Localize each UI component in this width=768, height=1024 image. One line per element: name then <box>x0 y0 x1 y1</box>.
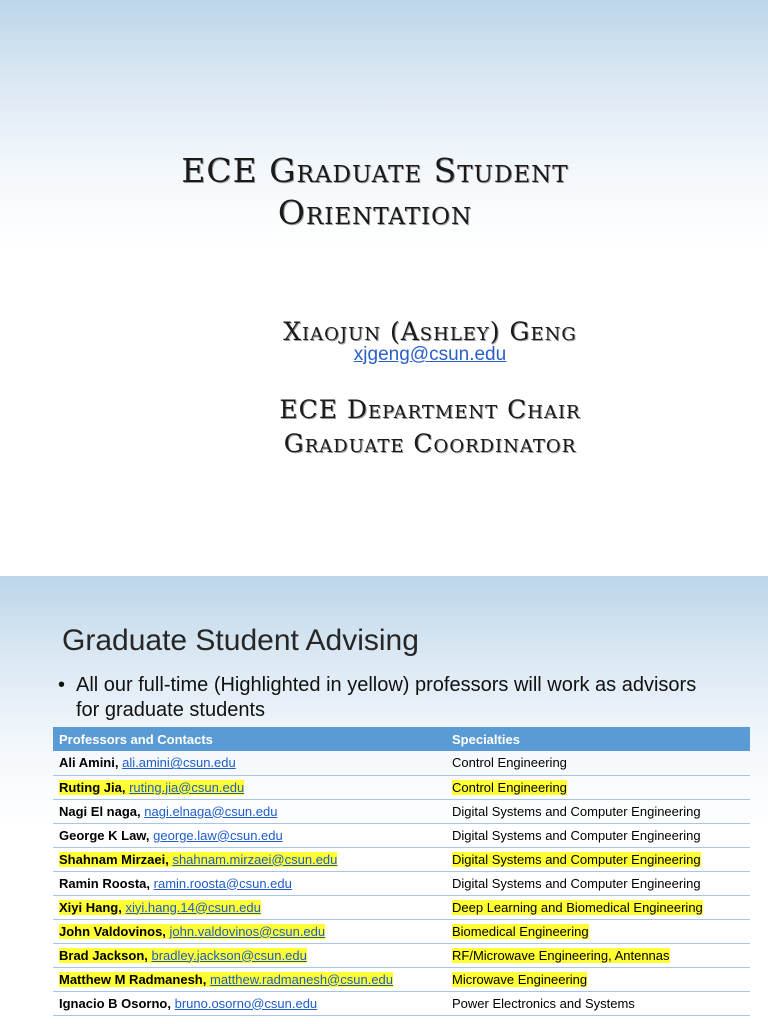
specialty-text: Digital Systems and Computer Engineering <box>452 875 701 891</box>
professor-cell <box>53 871 446 895</box>
professor-cell <box>53 847 446 871</box>
professor-cell <box>53 775 446 799</box>
specialty-cell <box>446 991 750 1015</box>
slide-title-line-1: ECE Graduate Student <box>181 151 569 190</box>
specialty-text: Microwave Engineering <box>452 971 588 987</box>
specialty-cell <box>446 967 750 991</box>
table-row <box>53 895 750 919</box>
professor-cell <box>53 919 446 943</box>
column-header-specialties: Specialties <box>446 727 750 751</box>
table-row <box>53 775 750 799</box>
table-row <box>53 919 750 943</box>
specialty-cell <box>446 799 750 823</box>
professor-name: George K Law, <box>59 827 150 843</box>
professor-cell <box>53 943 446 967</box>
table-row <box>53 751 750 775</box>
table-row <box>53 943 750 967</box>
specialty-text: Power Electronics and Systems <box>452 995 635 1011</box>
table-row <box>53 871 750 895</box>
professor-name: Xiyi Hang, <box>59 899 122 915</box>
column-header-professors: Professors and Contacts <box>53 727 446 751</box>
professor-cell <box>53 895 446 919</box>
presenter-name: Xiaojun (Ashley) Geng <box>283 317 577 346</box>
table-header-row <box>53 727 750 751</box>
slide-title-line-2: Orientation <box>277 193 473 232</box>
professor-email-link[interactable]: bruno.osorno@csun.edu <box>174 995 318 1011</box>
specialty-cell <box>446 943 750 967</box>
professor-name: John Valdovinos, <box>59 923 166 939</box>
advising-slide <box>0 576 768 1024</box>
professor-name: Brad Jackson, <box>59 947 148 963</box>
professor-cell <box>53 751 446 775</box>
professor-name: Ignacio B Osorno, <box>59 995 171 1011</box>
table-row <box>53 823 750 847</box>
specialty-cell <box>446 751 750 775</box>
professor-email-link[interactable]: ramin.roosta@csun.edu <box>153 875 292 891</box>
professor-email-link[interactable]: john.valdovinos@csun.edu <box>169 923 326 939</box>
specialty-cell <box>446 919 750 943</box>
professor-name: Ali Amini, <box>59 755 119 771</box>
slide-title <box>120 150 630 234</box>
specialty-cell <box>446 847 750 871</box>
specialty-cell <box>446 871 750 895</box>
presenter-role <box>200 393 660 461</box>
presenter-role-line-1: ECE Department Chair <box>279 395 581 424</box>
professor-name: Ruting Jia, <box>59 779 126 795</box>
professor-cell <box>53 799 446 823</box>
table-row <box>53 799 750 823</box>
specialty-cell <box>446 823 750 847</box>
professor-name: Ramin Roosta, <box>59 875 151 891</box>
table-row <box>53 847 750 871</box>
specialty-text: Control Engineering <box>452 779 567 795</box>
specialty-cell <box>446 895 750 919</box>
professor-name: Shahnam Mirzaei, <box>59 851 169 867</box>
bullet-text-line-1: All our full-time (Highlighted in yellow) professors will work as advisors <box>76 674 697 696</box>
specialty-text: Digital Systems and Computer Engineering <box>452 827 701 843</box>
professor-cell <box>53 991 446 1015</box>
professor-email-link[interactable]: matthew.radmanesh@csun.edu <box>209 971 394 987</box>
specialty-text: Control Engineering <box>452 755 567 771</box>
professor-email-link[interactable]: bradley.jackson@csun.edu <box>151 947 307 963</box>
specialty-text: Biomedical Engineering <box>452 923 589 939</box>
professor-email-link[interactable]: ruting.jia@csun.edu <box>129 779 245 795</box>
bullet-icon: • <box>58 674 66 696</box>
specialty-cell <box>446 775 750 799</box>
professor-email-link[interactable]: shahnam.mirzaei@csun.edu <box>172 851 338 867</box>
specialty-text: Deep Learning and Biomedical Engineering <box>452 899 703 915</box>
bullet-item <box>58 673 738 723</box>
specialty-text: Digital Systems and Computer Engineering <box>452 851 701 867</box>
slide-heading: Graduate Student Advising <box>62 624 419 657</box>
professor-cell <box>53 823 446 847</box>
professor-name: Nagi El naga, <box>59 803 141 819</box>
advisors-table <box>53 727 750 1016</box>
professor-email-link[interactable]: george.law@csun.edu <box>153 827 283 843</box>
professor-email-link[interactable]: nagi.elnaga@csun.edu <box>144 803 278 819</box>
table-row <box>53 991 750 1015</box>
professor-cell <box>53 967 446 991</box>
bullet-text-line-2: for graduate students <box>76 699 266 721</box>
specialty-text: RF/Microwave Engineering, Antennas <box>452 947 670 963</box>
professor-email-link[interactable]: ali.amini@csun.edu <box>122 755 236 771</box>
specialty-text: Digital Systems and Computer Engineering <box>452 803 701 819</box>
presenter-role-line-2: Graduate Coordinator <box>283 429 577 458</box>
table-row <box>53 967 750 991</box>
professor-email-link[interactable]: xiyi.hang.14@csun.edu <box>125 899 261 915</box>
professor-name: Matthew M Radmanesh, <box>59 971 207 987</box>
presenter-email-link[interactable]: xjgeng@csun.edu <box>353 344 507 365</box>
